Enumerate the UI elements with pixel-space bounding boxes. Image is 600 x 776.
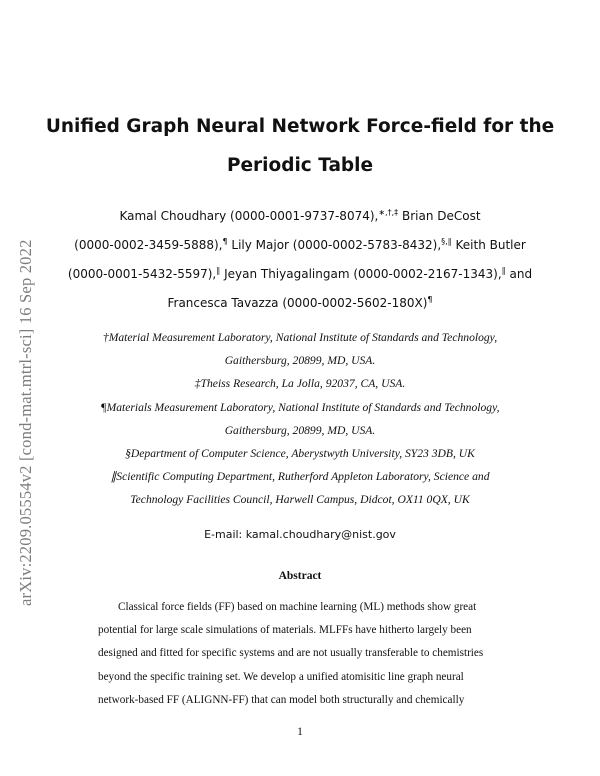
author-name: Kamal Choudhary (0000-0001-9737-8074), xyxy=(119,209,379,223)
abstract-line: designed and fitted for specific systems and are not usually transferable to chemistries xyxy=(98,647,484,660)
author-marks: ∥ xyxy=(501,266,506,275)
affiliation-line: ‡Theiss Research, La Jolla, 92037, CA, USA. xyxy=(194,377,406,391)
abstract-line: network-based FF (ALIGNN-FF) that can model both structurally and chemically xyxy=(98,693,465,706)
author-name: Brian DeCost xyxy=(401,209,481,223)
contact-email: E-mail: kamal.choudhary@nist.gov xyxy=(204,528,396,541)
author-marks: ¶ xyxy=(222,237,228,246)
abstract-heading: Abstract xyxy=(278,570,322,582)
affiliations xyxy=(40,326,560,512)
page-number: 1 xyxy=(297,726,303,738)
paper-title-line-2: Periodic Table xyxy=(226,155,374,176)
affiliation-line: †Material Measurement Laboratory, National Institute of Standards and Technology, xyxy=(102,331,498,344)
arxiv-identifier: arXiv:2209.05554v2 [cond-mat.mtrl-sci] 16 Sep 2022 xyxy=(16,239,35,606)
author-name: Lily Major (0000-0002-5783-8432), xyxy=(231,238,442,252)
author-name: (0000-0001-5432-5597), xyxy=(67,267,217,281)
author-name: Francesca Tavazza (0000-0002-5602-180X) xyxy=(167,296,428,310)
affiliation-line: §Department of Computer Science, Aberystwyth University, SY23 3DB, UK xyxy=(125,447,475,461)
author-marks: ¶ xyxy=(427,295,433,304)
author-marks: ∥ xyxy=(216,266,221,275)
author-conjunction: and xyxy=(509,267,533,281)
abstract-line: beyond the specific training set. We develop a unified atomisitic line graph neural xyxy=(98,670,464,683)
abstract-line: potential for large scale simulations of materials. MLFFs have hitherto largely been xyxy=(98,624,472,637)
paper-title-line-1: Unified Graph Neural Network Force-field for the xyxy=(45,116,555,137)
affiliation-line: Gaithersburg, 20899, MD, USA. xyxy=(224,354,376,368)
affiliation-line: Technology Facilities Council, Harwell Campus, Didcot, OX11 0QX, UK xyxy=(130,493,470,507)
affiliation-line: Gaithersburg, 20899, MD, USA. xyxy=(224,423,376,437)
affiliation-line: ¶Materials Measurement Laboratory, National Institute of Standards and Technology, xyxy=(100,400,500,414)
author-marks: §,∥ xyxy=(441,237,452,246)
abstract-body xyxy=(98,596,502,712)
affiliation-line: ∥Scientific Computing Department, Rutherford Appleton Laboratory, Science and xyxy=(110,470,490,484)
author-marks: ∗,†,‡ xyxy=(378,208,399,217)
author-name: Jeyan Thiyagalingam (0000-0002-2167-1343), xyxy=(224,267,502,281)
abstract-line: Classical force fields (FF) based on machine learning (ML) methods show great xyxy=(118,601,477,613)
author-name: Keith Butler xyxy=(455,238,526,252)
author-name: (0000-0002-3459-5888), xyxy=(74,238,223,252)
author-list xyxy=(40,202,560,318)
